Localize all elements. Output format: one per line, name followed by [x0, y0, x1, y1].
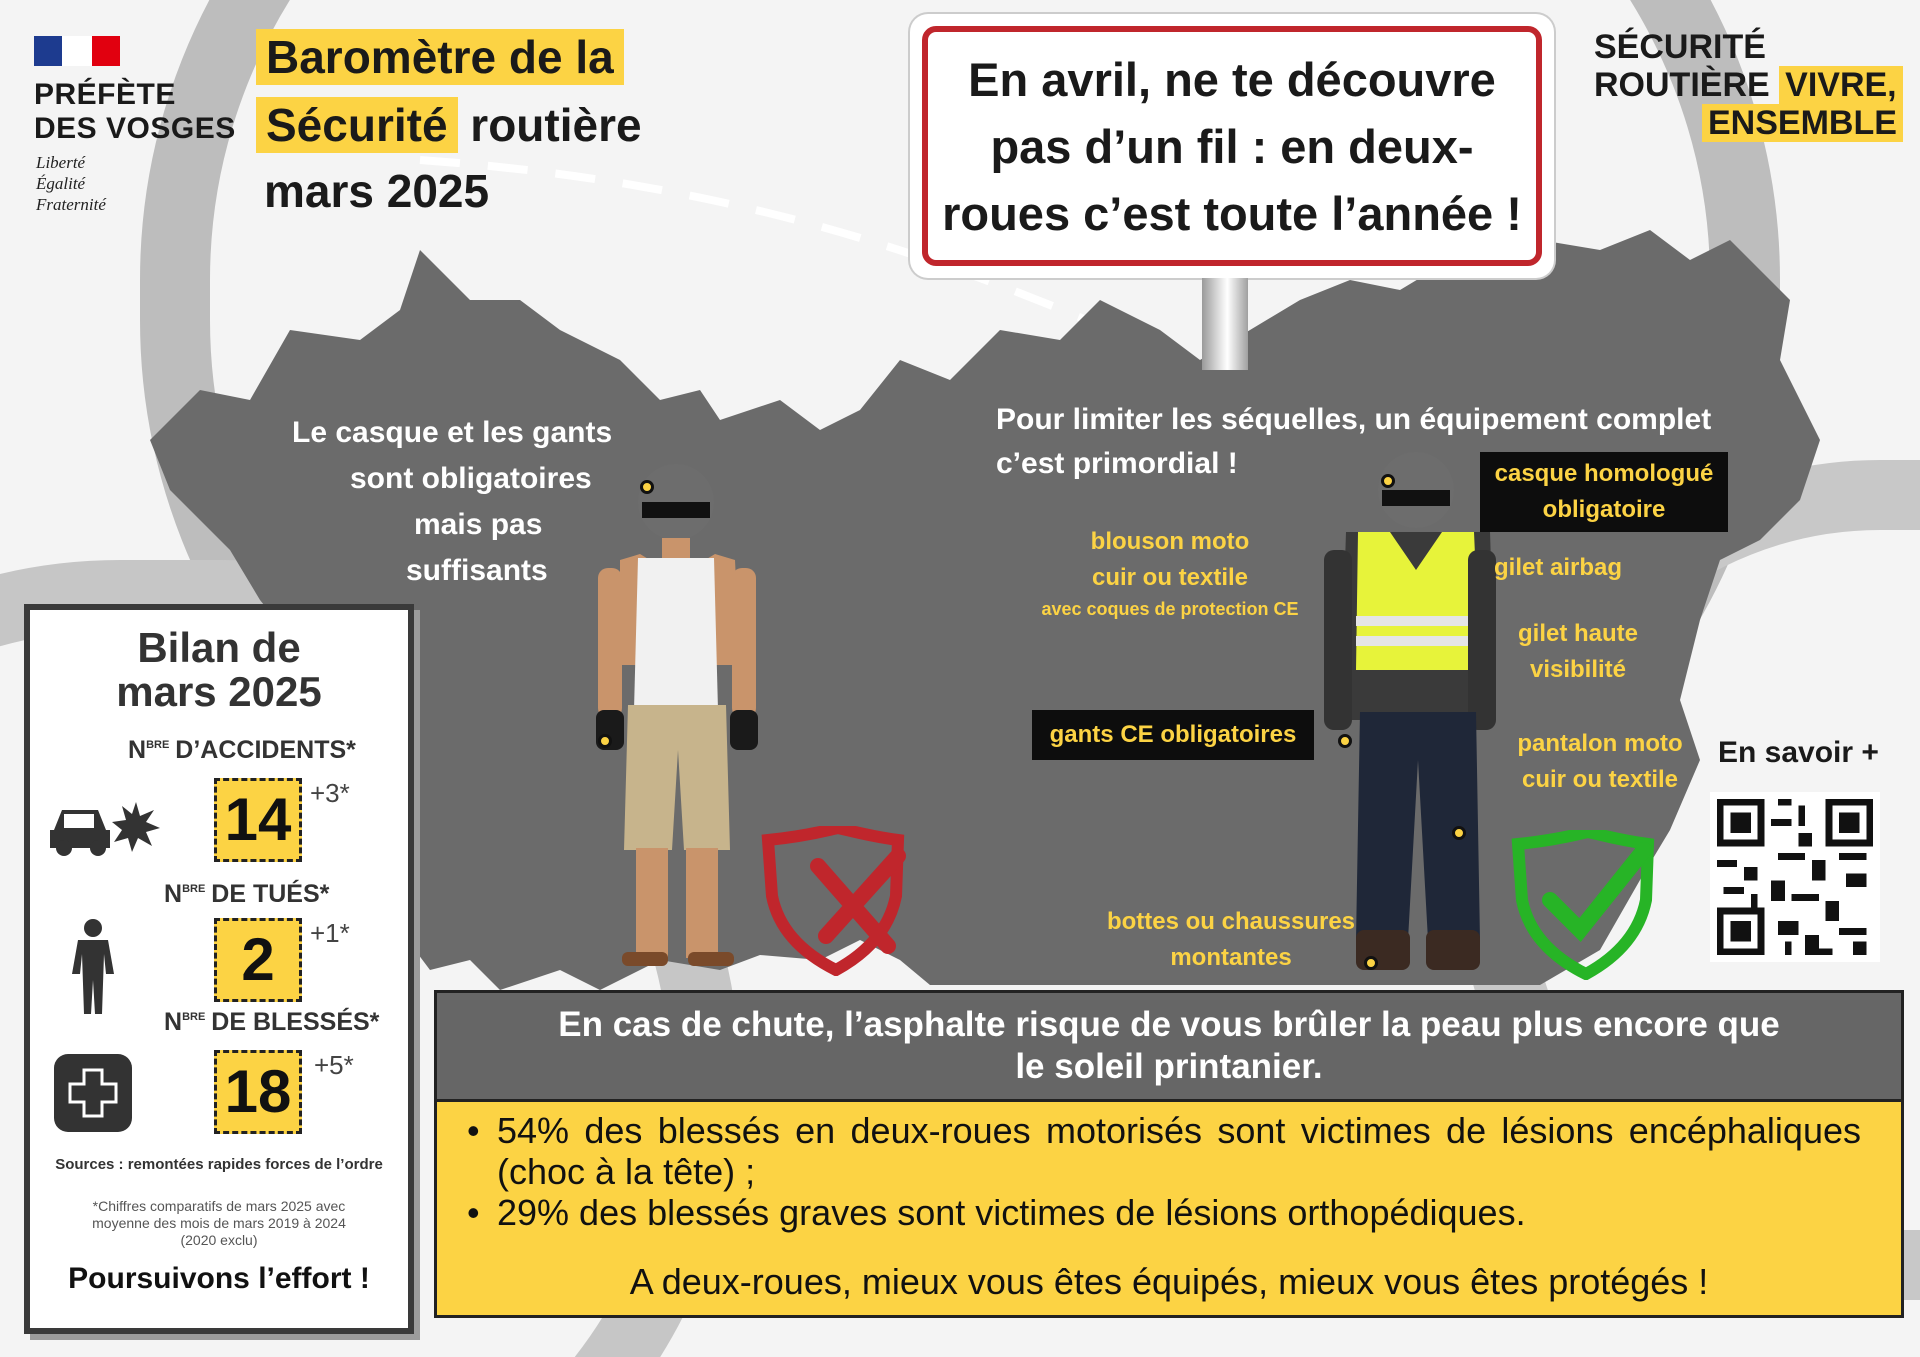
- sign-line: roues c’est toute l’année !: [942, 186, 1522, 240]
- label-text: DE BLESSÉS*: [211, 1008, 380, 1036]
- label-sup: BRE: [182, 883, 206, 895]
- gloves-label: gants CE obligatoires: [1032, 710, 1314, 760]
- label-line: pantalon moto: [1517, 730, 1683, 757]
- prefecture-line: DES VOSGES: [34, 112, 236, 145]
- person-icon: [70, 918, 116, 1014]
- hiviz-label: [1498, 616, 1658, 688]
- pants-label: [1490, 726, 1710, 798]
- label-line: gilet haute: [1517, 620, 1638, 647]
- logo-highlight: ENSEMBLE: [1702, 104, 1903, 142]
- motto-line: Fraternité: [36, 195, 106, 214]
- equipped-rider-figure: [1320, 440, 1500, 980]
- motto-line: Liberté: [36, 153, 86, 172]
- bilan-panel: [24, 604, 414, 1334]
- sign-message: [942, 46, 1522, 247]
- blesses-count: 18: [214, 1050, 302, 1134]
- warning-banner: [434, 990, 1904, 1102]
- red-shield-cross-icon: [748, 826, 916, 976]
- more-info-link[interactable]: En savoir +: [1718, 736, 1879, 769]
- tues-delta: +1*: [310, 918, 350, 948]
- footnote-line: moyenne des mois de mars 2019 à 2024: [92, 1215, 346, 1231]
- page-title: [256, 30, 642, 218]
- boots-label: [1090, 904, 1372, 976]
- facts-panel: [434, 1102, 1904, 1318]
- footnote-line: *Chiffres comparatifs de mars 2025 avec: [92, 1198, 346, 1214]
- accidents-label: [128, 736, 356, 765]
- list-item: • 29% des blessés graves sont victimes de lésions orthopédiques.: [467, 1192, 1526, 1233]
- logo-line: SÉCURITÉ: [1594, 28, 1766, 66]
- sources-note: Sources : remontées rapides forces de l’ordre: [55, 1156, 383, 1173]
- label-prefix: N: [128, 736, 147, 764]
- sign-line: En avril, ne te découvre: [968, 52, 1496, 106]
- banner-line: En cas de chute, l’asphalte risque de vous brûler la peau plus encore que: [558, 1005, 1780, 1044]
- accidents-delta: +3*: [310, 778, 350, 808]
- motto-line: Égalité: [36, 174, 86, 193]
- logo-line: ROUTIÈRE: [1594, 66, 1770, 104]
- qr-code-icon[interactable]: [1710, 792, 1880, 962]
- prefecture-line: PRÉFÈTE: [34, 78, 176, 111]
- bilan-title-line: mars 2025: [116, 668, 322, 715]
- sign-line: pas d’un fil : en deux-: [990, 119, 1474, 173]
- bilan-title-line: Bilan de: [137, 624, 301, 671]
- left-message-line: Le casque et les gants: [292, 416, 613, 449]
- helmet-pin-icon: [640, 480, 654, 494]
- bilan-title: [30, 626, 408, 714]
- right-message-line: c’est primordial !: [996, 447, 1238, 480]
- label-sup: BRE: [146, 739, 170, 751]
- securite-routiere-logo: [1594, 28, 1903, 142]
- facts-list: [467, 1110, 1861, 1233]
- label-prefix: N: [164, 880, 183, 908]
- title-rest: routière: [457, 99, 642, 151]
- label-line: cuir ou textile: [1521, 766, 1679, 793]
- car-crash-icon: [50, 790, 162, 860]
- logo-highlight: VIVRE,: [1779, 66, 1902, 104]
- label-line: blouson moto: [1090, 528, 1250, 555]
- label-line: obligatoire: [1542, 496, 1666, 523]
- green-shield-check-icon: [1498, 830, 1668, 980]
- fact-text: 54% des blessés en deux-roues motorisés sont victimes de lésions encéphaliques (choc à la tête) ;: [497, 1110, 1861, 1192]
- label-line: cuir ou textile: [1091, 564, 1249, 591]
- sign-border: [922, 26, 1542, 266]
- tues-label: [164, 880, 329, 909]
- blesses-label: [164, 1008, 379, 1037]
- call-to-action: Poursuivons l’effort !: [68, 1262, 370, 1295]
- road-sign: [910, 14, 1554, 278]
- helmet-pin-icon: [1381, 474, 1395, 488]
- blesses-delta: +5*: [314, 1050, 354, 1080]
- left-message-line: mais pas: [414, 508, 543, 541]
- label-line: casque homologué: [1494, 460, 1714, 487]
- glove-pin-icon: [598, 734, 612, 748]
- banner-line: le soleil printanier.: [1015, 1047, 1323, 1086]
- label-prefix: N: [164, 1008, 183, 1036]
- title-date: mars 2025: [264, 165, 490, 217]
- label-text: DE TUÉS*: [211, 880, 330, 908]
- label-line: bottes ou chaussures: [1106, 908, 1356, 935]
- helmet-label: [1480, 452, 1728, 532]
- footnote: [30, 1198, 408, 1249]
- left-message-line: suffisants: [406, 554, 548, 587]
- tues-count: 2: [214, 918, 302, 1002]
- pants-pin-icon: [1452, 826, 1466, 840]
- label-line: visibilité: [1529, 656, 1627, 683]
- label-sup: BRE: [182, 1011, 206, 1023]
- marianne-flag-icon: [34, 36, 120, 66]
- medical-cross-icon: [54, 1054, 132, 1132]
- title-line-1: Baromètre de la: [256, 29, 624, 85]
- glove-pin-icon: [1338, 734, 1352, 748]
- jacket-label: [1010, 524, 1330, 622]
- label-line: montantes: [1170, 944, 1292, 971]
- label-note: avec coques de protection CE: [1041, 599, 1299, 619]
- airbag-label: gilet airbag: [1494, 554, 1623, 581]
- list-item: • 54% des blessés en deux-roues motorisés sont victimes de lésions encéphaliques (choc à la tête) ;: [467, 1110, 1861, 1192]
- accidents-count: 14: [214, 778, 302, 862]
- title-highlight: Sécurité: [256, 97, 458, 153]
- closing-message: A deux-roues, mieux vous êtes équipés, mieux vous êtes protégés !: [629, 1261, 1709, 1302]
- prefecture-name: [34, 78, 236, 146]
- footnote-line: (2020 exclu): [180, 1232, 258, 1248]
- left-message-line: sont obligatoires: [350, 462, 592, 495]
- sign-pole: [1202, 278, 1248, 370]
- label-text: D’ACCIDENTS*: [175, 736, 356, 764]
- republic-motto: [36, 152, 106, 215]
- fact-text: 29% des blessés graves sont victimes de lésions orthopédiques.: [497, 1192, 1526, 1233]
- right-message-line: Pour limiter les séquelles, un équipement complet: [996, 403, 1712, 436]
